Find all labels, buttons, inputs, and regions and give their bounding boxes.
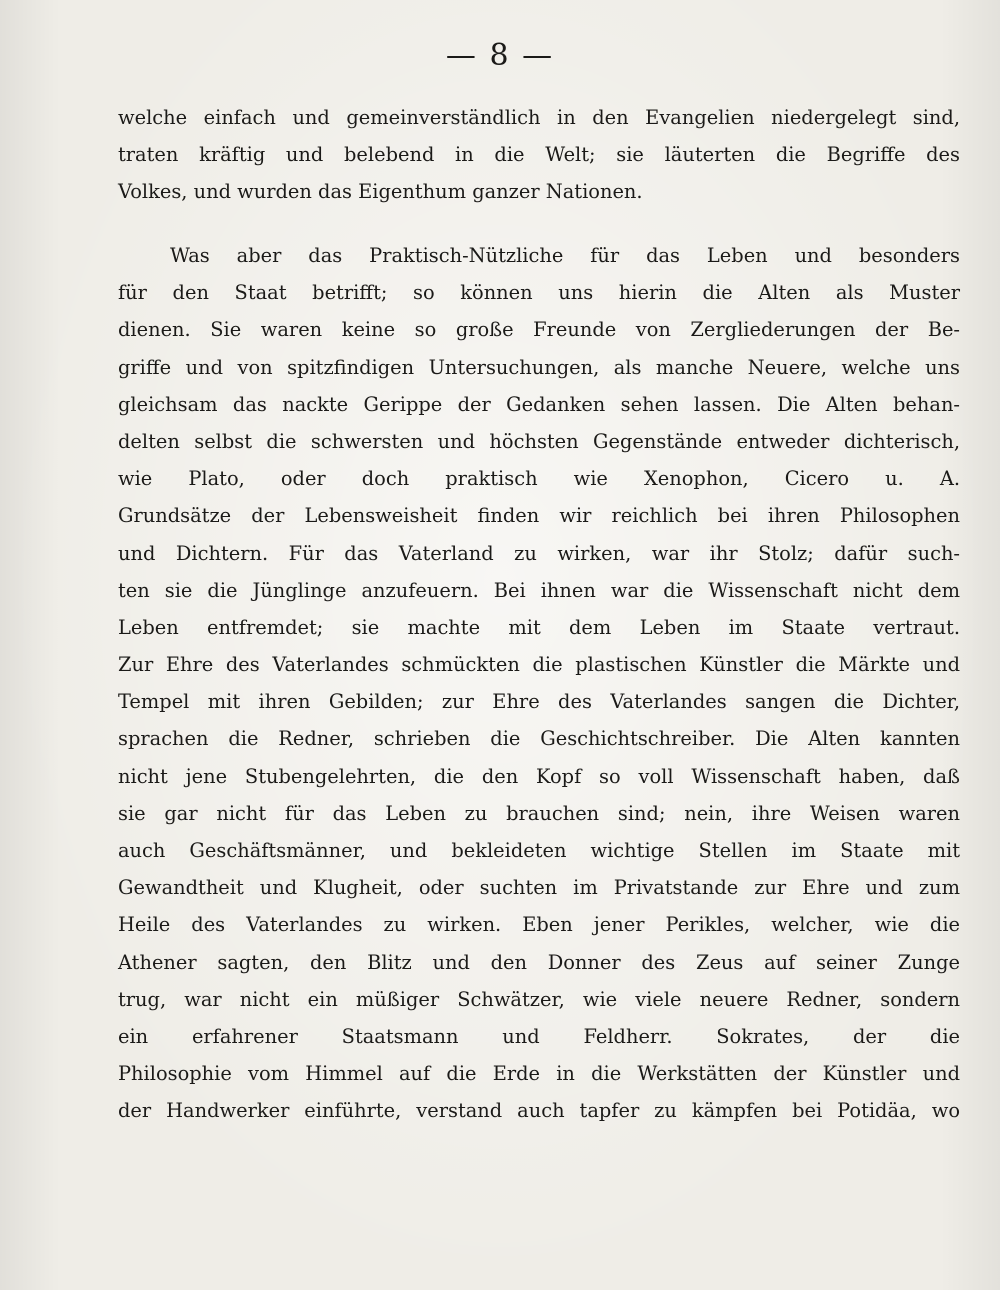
text-line: Volkes, und wurden das Eigenthum ganzer Nationen.: [118, 180, 643, 204]
text-line: Grundsätze der Lebensweisheit finden wir reichlich bei ihren Philosophen: [118, 504, 960, 528]
text-line: wie Plato, oder doch praktisch wie Xenophon, Cicero u. A.: [118, 467, 960, 491]
text-line: Philosophie vom Himmel auf die Erde in die Werkstätten der Künstler und: [118, 1062, 960, 1086]
text-line: gleichsam das nackte Gerippe der Gedanken sehen lassen. Die Alten behan-: [118, 392, 960, 416]
page-number: — 8 —: [445, 38, 555, 73]
text-line: traten kräftig und belebend in die Welt; sie läuterten die Begriffe des: [118, 143, 960, 167]
text-line: welche einfach und gemeinverständlich in den Evangelien niedergelegt sind,: [118, 106, 960, 129]
text-line: und Dichtern. Für das Vaterland zu wirken, war ihr Stolz; dafür such-: [118, 541, 960, 565]
text-line: delten selbst die schwersten und höchsten Gegenstände entweder dichterisch,: [118, 429, 960, 453]
text-line: nicht jene Stubengelehrten, die den Kopf so voll Wissenschaft haben, daß: [118, 764, 960, 788]
text-line: griffe und von spitzfindigen Untersuchungen, als manche Neuere, welche uns: [118, 355, 960, 379]
text-line: der Handwerker einführte, verstand auch tapfer zu kämpfen bei Potidäa, wo: [118, 1099, 960, 1123]
text-line: Athener sagten, den Blitz und den Donner des Zeus auf seiner Zunge: [118, 950, 960, 974]
text-line: ein erfahrener Staatsmann und Feldherr. Sokrates, der die: [118, 1024, 960, 1048]
text-line: Gewandtheit und Klugheit, oder suchten im Privatstande zur Ehre und zum: [118, 876, 960, 900]
text-line: Tempel mit ihren Gebilden; zur Ehre des Vaterlandes sangen die Dichter,: [118, 690, 960, 714]
text-line: Was aber das Praktisch-Nützliche für das Leben und besonders: [170, 244, 960, 267]
text-line: ten sie die Jünglinge anzufeuern. Bei ihnen war die Wissenschaft nicht dem: [118, 578, 960, 602]
text-line: Zur Ehre des Vaterlandes schmückten die plastischen Künstler die Märkte und: [118, 653, 960, 677]
text-line: sie gar nicht für das Leben zu brauchen sind; nein, ihre Weisen waren: [118, 801, 960, 825]
text-line: sprachen die Redner, schrieben die Geschichtschreiber. Die Alten kannten: [118, 727, 960, 751]
text-line: trug, war nicht ein müßiger Schwätzer, wie viele neuere Redner, sondern: [118, 987, 960, 1011]
text-line: auch Geschäftsmänner, und bekleideten wichtige Stellen im Staate mit: [118, 839, 960, 862]
text-line: Leben entfremdet; sie machte mit dem Leben im Staate vertraut.: [118, 615, 960, 639]
paragraph-2: [118, 237, 960, 1130]
paragraph-1: [118, 99, 960, 211]
text-line: Heile des Vaterlandes zu wirken. Eben jener Perikles, welcher, wie die: [118, 913, 960, 937]
text-line: dienen. Sie waren keine so große Freunde von Zergliederungen der Be-: [118, 318, 960, 342]
text-line: für den Staat betrifft; so können uns hierin die Alten als Muster: [118, 281, 960, 305]
